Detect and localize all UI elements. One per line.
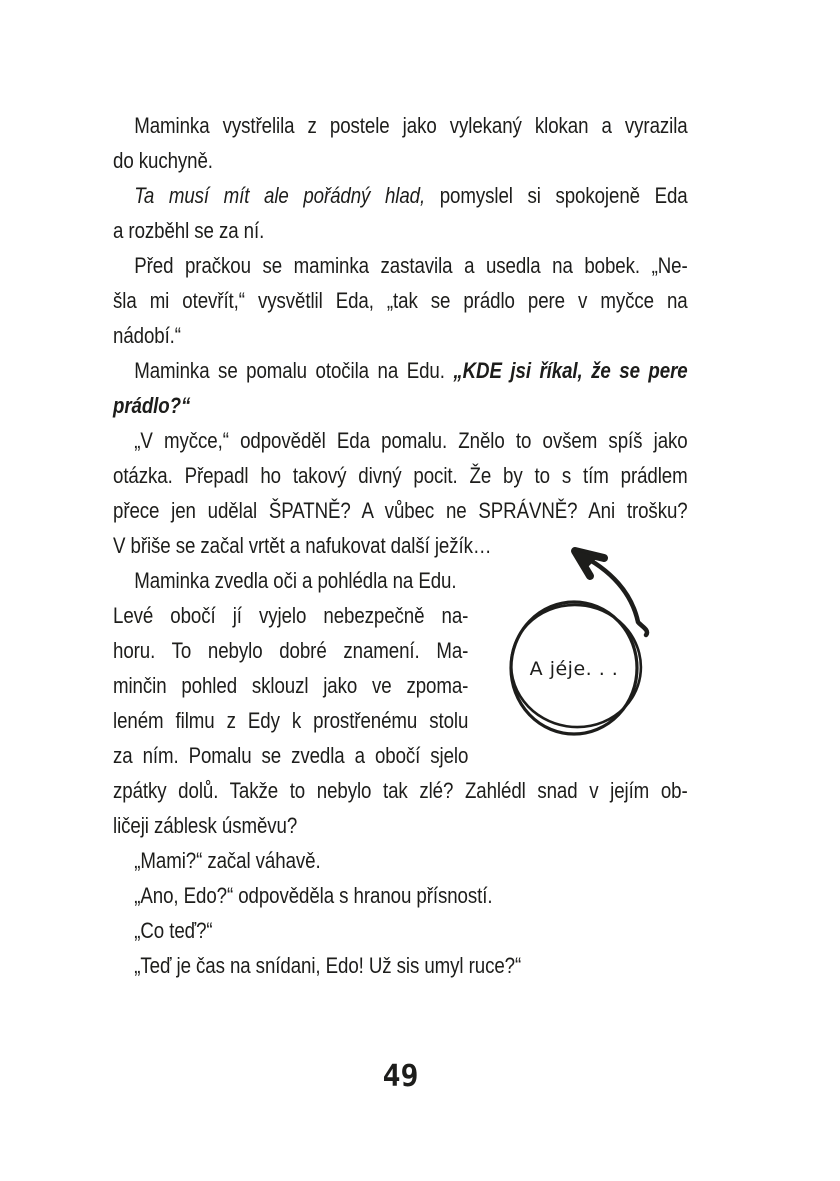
text-segment: zpátky dolů. Takže to nebylo tak zlé? Zahlédl snad v jejím ob- xyxy=(113,778,688,803)
text-segment: za ním. Pomalu se zvedla a obočí sjelo xyxy=(113,743,469,768)
text-segment: přece jen udělal ŠPATNĚ? A vůbec ne SPRÁVNĚ? Ani trošku? xyxy=(113,498,688,523)
text-segment: Levé obočí jí vyjelo nebezpečně na- xyxy=(113,603,469,628)
text-line xyxy=(113,808,688,843)
text-line xyxy=(113,423,688,458)
text-segment: prádlo?“ xyxy=(113,393,191,418)
text-segment: horu. To nebylo dobré znamení. Ma- xyxy=(113,638,469,663)
text-segment: otázka. Přepadl ho takový divný pocit. Že by to s tím prádlem xyxy=(113,463,688,488)
text-line xyxy=(113,283,688,318)
text-segment: leném filmu z Edy k prostřenému stolu xyxy=(113,708,469,733)
text-line xyxy=(113,878,688,913)
text-segment: minčin pohled sklouzl jako ve zpoma- xyxy=(113,673,469,698)
text-line xyxy=(113,948,688,983)
text-line xyxy=(113,843,688,878)
text-segment: „Mami?“ začal váhavě. xyxy=(134,848,321,873)
text-segment: „V myčce,“ odpověděl Eda pomalu. Znělo to ovšem spíš jako xyxy=(134,428,688,453)
text-line xyxy=(113,248,688,283)
text-line xyxy=(113,633,468,668)
text-segment: ličeji záblesk úsměvu? xyxy=(113,813,298,838)
text-segment: „KDE jsi říkal, že se pere xyxy=(453,358,688,383)
text-line xyxy=(113,353,688,388)
text-segment: V břiše se začal vrtět a nafukovat další ježík… xyxy=(113,533,492,558)
text-line xyxy=(113,703,468,738)
text-line xyxy=(113,738,468,773)
text-segment: pomyslel si spokojeně Eda xyxy=(425,183,688,208)
text-segment: nádobí.“ xyxy=(113,323,181,348)
text-line xyxy=(113,668,468,703)
text-segment: „Teď je čas na snídani, Edo! Už sis umyl ruce?“ xyxy=(134,953,522,978)
text-line xyxy=(113,458,688,493)
doodle-label: A jéje. . . xyxy=(529,658,619,680)
text-line xyxy=(113,913,688,948)
text-line xyxy=(113,773,688,808)
text-segment: Před pračkou se maminka zastavila a usedla na bobek. „Ne- xyxy=(134,253,688,278)
text-line xyxy=(113,213,688,248)
text-segment: do kuchyně. xyxy=(113,148,213,173)
page-text xyxy=(113,108,688,983)
text-segment: Maminka vystřelila z postele jako vylekaný klokan a vyrazila xyxy=(134,113,688,138)
text-line xyxy=(113,143,688,178)
text-line xyxy=(113,598,468,633)
text-line xyxy=(113,388,688,423)
text-line xyxy=(113,528,688,563)
text-line xyxy=(113,318,688,353)
text-line xyxy=(113,108,688,143)
text-segment: šla mi otevřít,“ vysvětlil Eda, „tak se prádlo pere v myčce na xyxy=(113,288,688,313)
text-line xyxy=(113,178,688,213)
text-segment: a rozběhl se za ní. xyxy=(113,218,265,243)
text-segment: Ta musí mít ale pořádný hlad, xyxy=(134,183,426,208)
page-number: 49 xyxy=(382,1059,419,1094)
text-line xyxy=(113,493,688,528)
text-segment: Maminka zvedla oči a pohlédla na Edu. xyxy=(134,568,457,593)
text-segment: „Ano, Edo?“ odpověděla s hranou přísností. xyxy=(134,883,493,908)
text-segment: „Co teď?“ xyxy=(134,918,213,943)
text-segment: Maminka se pomalu otočila na Edu. xyxy=(134,358,454,383)
text-line xyxy=(113,563,688,598)
